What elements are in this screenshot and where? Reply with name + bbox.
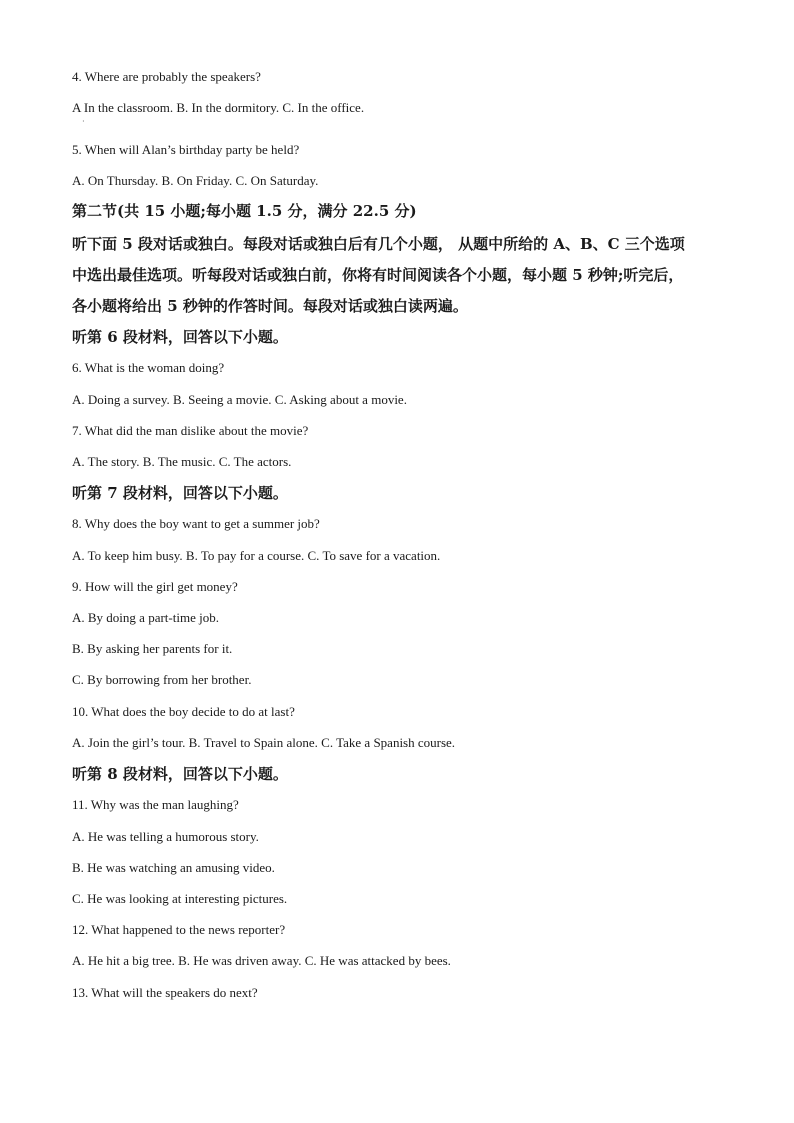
answer-options: A. Doing a survey. B. Seeing a movie. C. Asking about a movie. [72,392,407,407]
answer-options: A In the classroom. B. In the dormitory. C. In the office. [72,100,365,115]
question-text: 6. What is the woman doing? [72,360,225,375]
answer-options: A. The story. B. The music. C. The actors. [72,454,292,469]
question-text: 7. What did the man dislike about the movie? [72,423,309,438]
section-heading: 听下面 5 段对话或独白。每段对话或独白后有几个小题， 从题中所给的 A、B、C 三个选项 [72,235,685,253]
answer-options: A. By doing a part-time job. [72,610,219,625]
answer-options: A. He was telling a humorous story. [72,829,259,844]
section-heading: 听第 6 段材料，回答以下小题。 [72,328,288,346]
answer-options: A. Join the girl’s tour. B. Travel to Spain alone. C. Take a Spanish course. [72,735,456,750]
answer-options: B. By asking her parents for it. [72,641,233,656]
question-text: 12. What happened to the news reporter? [72,922,286,937]
section-heading: 听第 7 段材料，回答以下小题。 [72,484,288,502]
question-text: 13. What will the speakers do next? [72,985,258,1000]
question-text: 5. When will Alan’s birthday party be held? [72,142,300,157]
section-heading: 第二节(共 15 小题;每小题 1.5 分，满分 22.5 分) [72,202,417,220]
section-heading: 听第 8 段材料，回答以下小题。 [72,765,288,783]
section-heading: 各小题将给出 5 秒钟的作答时间。每段对话或独白读两遍。 [72,297,468,315]
question-text: 4. Where are probably the speakers? [72,69,261,84]
question-text: 8. Why does the boy want to get a summer job? [72,516,320,531]
question-text: 10. What does the boy decide to do at last? [72,704,295,719]
question-text: 11. Why was the man laughing? [72,797,239,812]
answer-options: A. On Thursday. B. On Friday. C. On Saturday. [72,173,319,188]
stray-dot-mark: · [82,117,85,126]
answer-options: C. He was looking at interesting pictures. [72,891,288,906]
question-text: 9. How will the girl get money? [72,579,238,594]
answer-options: A. He hit a big tree. B. He was driven away. C. He was attacked by bees. [72,953,451,968]
section-heading: 中选出最佳选项。听每段对话或独白前，你将有时间阅读各个小题，每小题 5 秒钟;听完后， [72,266,684,284]
answer-options: C. By borrowing from her brother. [72,672,252,687]
answer-options: B. He was watching an amusing video. [72,860,275,875]
answer-options: A. To keep him busy. B. To pay for a course. C. To save for a vacation. [72,548,441,563]
